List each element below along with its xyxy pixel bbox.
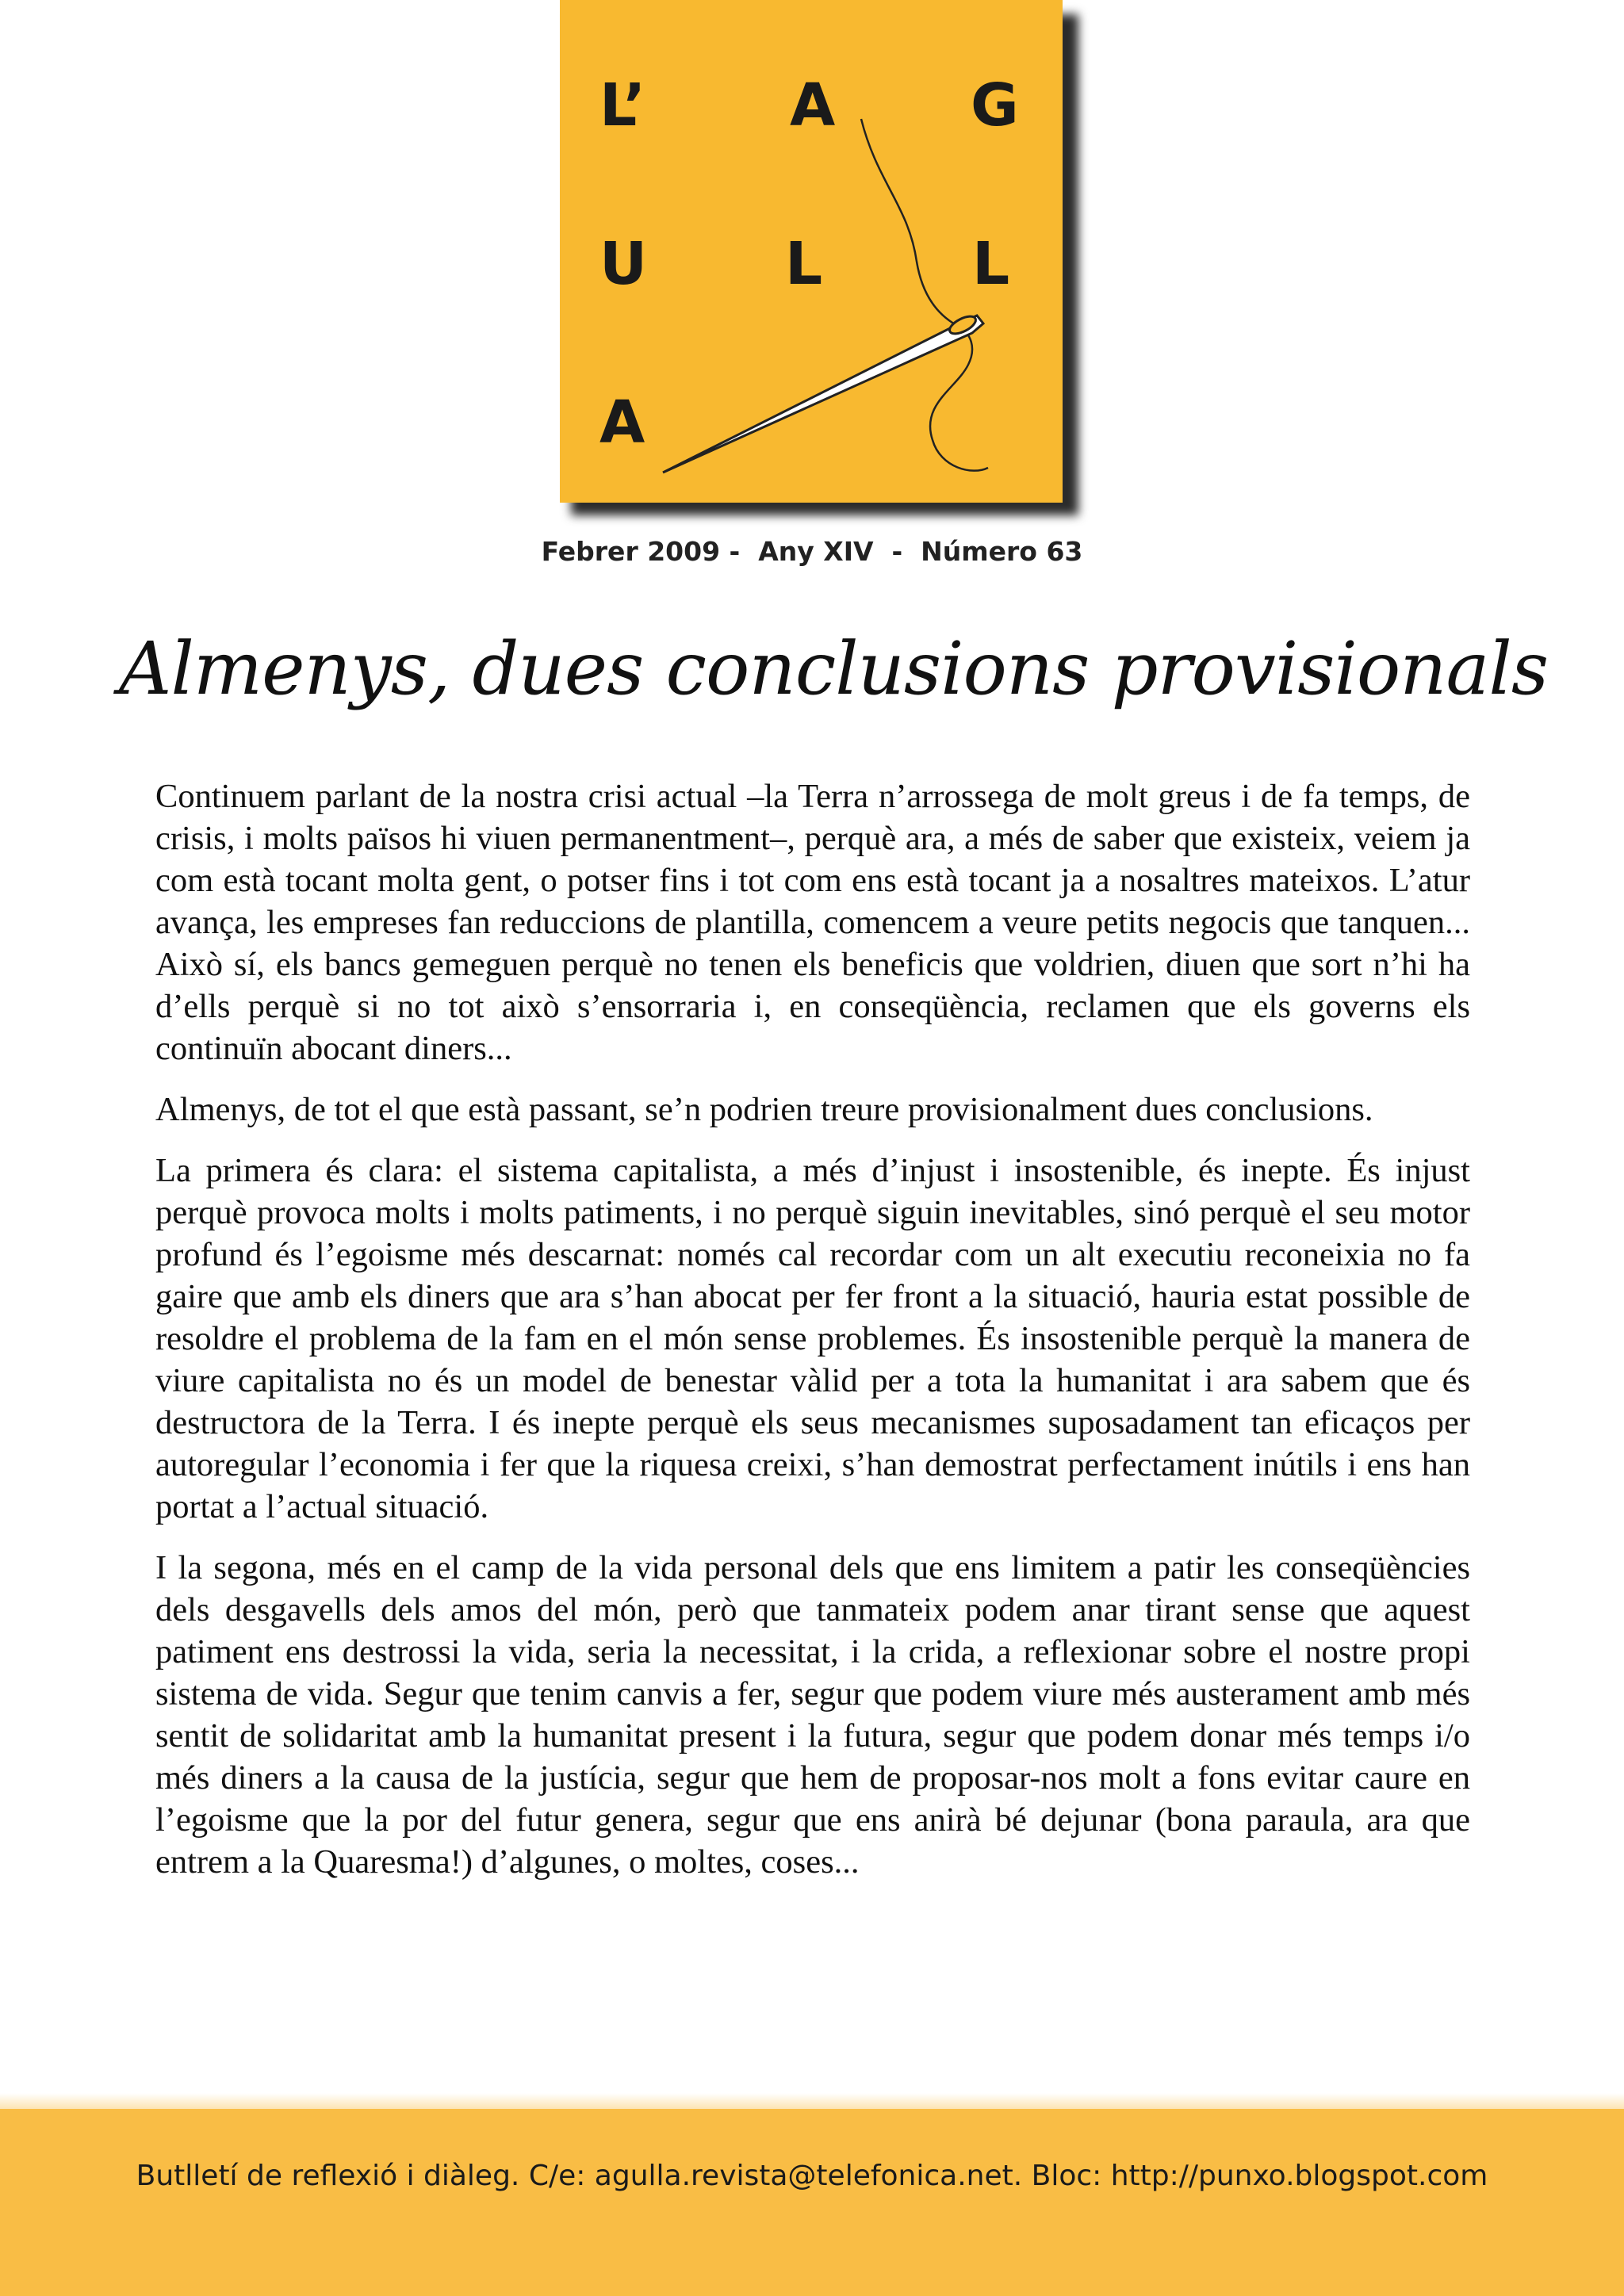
article-body	[155, 775, 1470, 1902]
article-paragraph: Continuem parlant de la nostra crisi actual –la Terra n’arrossega de molt greus i de fa temps, de crisis, i molts països hi viuen permanentment–, perquè ara, a més de saber que existeix, veiem ja com està tocant molta gent, o potser fins i tot com ens està tocant ja a nosaltres mateixos. L’atur avança, les empreses fan reduccions de plantilla, comencem a veure petits negocis que tanquen... Això sí, els bancs gemeguen perquè no tenen els beneficis que voldrien, diuen que sort n’hi ha d’ells perquè si no tot això s’ensorraria i, en conseqüència, reclamen que els governs els continuïn abocant diners...	[155, 778, 1470, 1067]
logo-letter-u: U	[599, 230, 648, 298]
needle-and-thread-icon	[560, 0, 1063, 503]
footer-contact-line: Butlletí de reflexió i diàleg. C/e: agulla.revista@telefonica.net. Bloc: http://punxo.blogspot.com	[136, 2160, 1488, 2192]
logo-letter-l-apostrophe: L’	[599, 71, 646, 140]
footer-band	[0, 2109, 1624, 2296]
logo-letter-l-2: L	[972, 230, 1010, 298]
logo-letter-a: A	[790, 71, 836, 140]
masthead-logo	[560, 0, 1063, 503]
logo-letter-g: G	[971, 71, 1019, 140]
logo-letter-l: L	[785, 230, 823, 298]
article-headline: Almenys, dues conclusions provisionals	[119, 626, 1549, 711]
article-paragraph: I la segona, més en el camp de la vida personal dels que ens limitem a patir les conseqüències dels desgavells dels amos del món, però que tanmateix podem anar tirant sense que aquest patiment ens destrossi la vida, seria la necessitat, i la crida, a reflexionar sobre el nostre propi sistema de vida. Segur que tenim canvis a fer, segur que podem viure més austerament amb més sentit de solidaritat amb la humanitat present i la futura, segur que podem donar més temps i/o més diners a la causa de la justícia, segur que hem de proposar-nos molt a fons evitar caure en l’egoisme que la por del futur genera, segur que ens anirà bé dejunar (bona paraula, ara que entrem a la Quaresma!) d’algunes, o moltes, coses...	[155, 1549, 1470, 1881]
logo-letter-a-2: A	[599, 388, 645, 457]
issue-line: Febrer 2009 - Any XIV - Número 63	[541, 536, 1083, 567]
article-paragraph: Almenys, de tot el que està passant, se’n podrien treure provisionalment dues conclusions.	[155, 1091, 1373, 1128]
article-paragraph: La primera és clara: el sistema capitalista, a més d’injust i insostenible, és inepte. És injust perquè provoca molts i molts patiments, i no perquè siguin inevitables, sinó perquè el seu motor profund és l’egoisme més descarnat: només cal recordar com un alt executiu reconeixia no fa gaire que amb els diners que ara s’han abocat per fer front a la situació, hauria estat possible de resoldre el problema de la fam en el món sense problemes. És insostenible perquè la manera de viure capitalista no és un model de benestar vàlid per a tota la humanitat i ara sabem que és destructora de la Terra. I és inepte perquè els seus mecanismes suposadament tan eficaços per autoregular l’economia i fer que la riquesa creixi, s’han demostrat perfectament inútils i ens han portat a l’actual situació.	[155, 1152, 1470, 1525]
